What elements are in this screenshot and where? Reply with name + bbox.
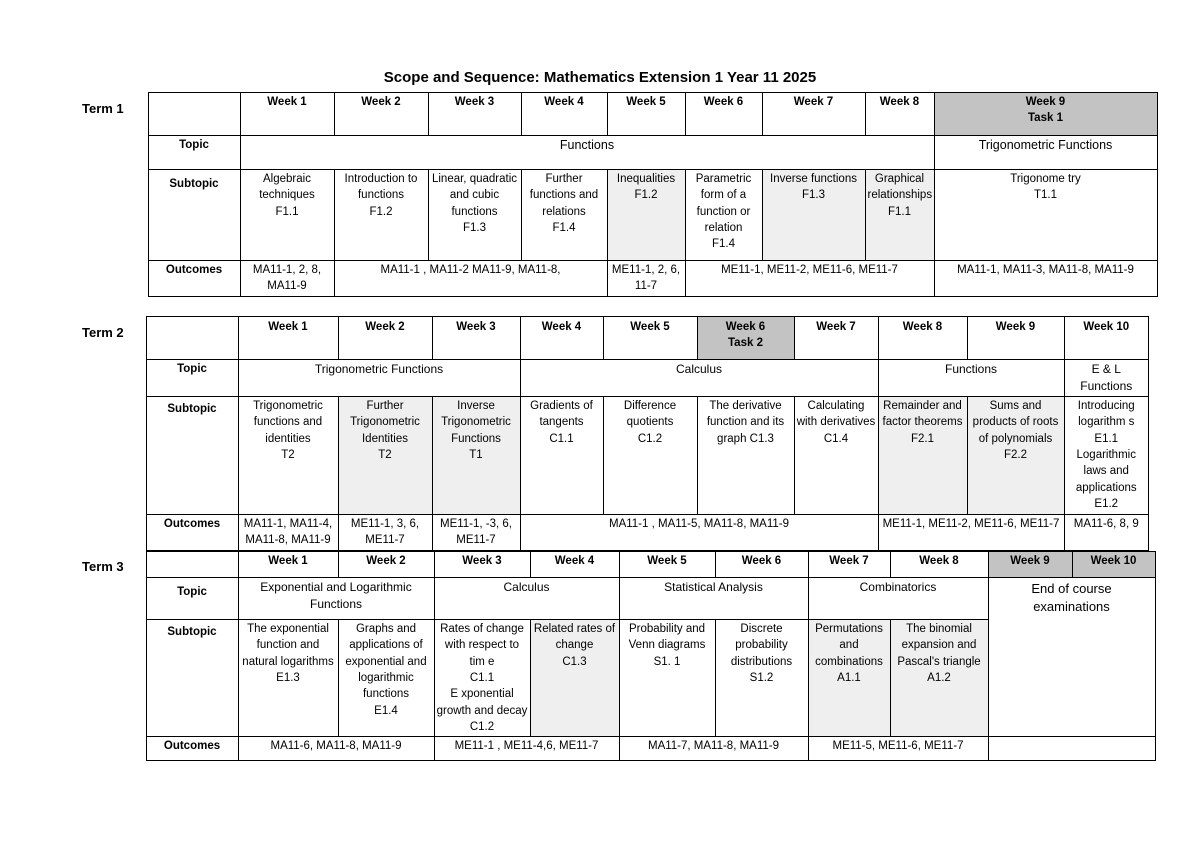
term3-label: Term 3 xyxy=(62,552,146,761)
t2-outcome-4: MA11-1 , MA11-5, MA11-8, MA11-9 xyxy=(520,515,878,551)
t2-outcome-5: ME11-1, ME11-2, ME11-6, ME11-7 xyxy=(878,515,1064,551)
t1-sub-code: F1.3 xyxy=(462,221,486,234)
t1-sub-name: Algebraic techniques xyxy=(259,173,315,202)
t3-outcome-3: MA11-7, MA11-8, MA11-9 xyxy=(619,737,808,761)
term1-label: Term 1 xyxy=(62,93,148,297)
t3-sub-name: Probability and Venn diagrams xyxy=(628,623,706,652)
t2-sub-code: T2 xyxy=(281,449,295,462)
t3-topic-stats: Statistical Analysis xyxy=(619,578,808,620)
t3-sub-extra-code: C1.2 xyxy=(469,720,495,733)
t3-week-3: Week 3 xyxy=(434,552,530,578)
t1-week-9-task xyxy=(934,93,1157,136)
t1-week-7: Week 7 xyxy=(762,93,865,136)
t1-week-9: Week 9 xyxy=(1025,96,1066,108)
t2-topic-functions: Functions xyxy=(878,360,1064,397)
t3-sub-code: C1.3 xyxy=(562,655,587,668)
t2-subtopic-7 xyxy=(794,397,878,515)
t2-week-6-task xyxy=(697,317,794,360)
t1-week-5: Week 5 xyxy=(607,93,685,136)
t3-subtopic-7 xyxy=(808,620,890,737)
t3-topic-exams: End of course examinations xyxy=(988,578,1155,737)
t2-sub-code: T1 xyxy=(469,449,483,462)
t1-week-4: Week 4 xyxy=(521,93,607,136)
t1-outcome-2: MA11-1 , MA11-2 MA11-9, MA11-8, xyxy=(334,261,607,297)
t1-sub-name: Inequalities xyxy=(616,173,676,185)
t1-sub-name: Parametric form of a function or relation xyxy=(695,173,752,234)
t3-sub-code: S1.2 xyxy=(749,671,774,684)
t3-outcome-4: ME11-5, ME11-6, ME11-7 xyxy=(808,737,988,761)
t1-topic-trig: Trigonometric Functions xyxy=(934,136,1157,170)
t2-subtopic-1 xyxy=(238,397,338,515)
t1-subtopic-7 xyxy=(762,170,865,261)
t3-week-4: Week 4 xyxy=(530,552,619,578)
t1-subtopic-2 xyxy=(334,170,428,261)
t1-sub-code: F1.4 xyxy=(711,238,735,251)
t3-sub-code: E1.3 xyxy=(276,671,300,684)
t2-week-4: Week 4 xyxy=(520,317,603,360)
term2-table xyxy=(62,316,1149,551)
t1-sub-name: Linear, quadratic and cubic functions xyxy=(431,173,518,218)
t2-outcome-1: MA11-1, MA11-4, MA11-8, MA11-9 xyxy=(238,515,338,551)
t3-week-1: Week 1 xyxy=(238,552,338,578)
t2-week-9: Week 9 xyxy=(967,317,1064,360)
t3-topic-combinatorics: Combinatorics xyxy=(808,578,988,620)
t1-outcome-1: MA11-1, 2, 8, MA11-9 xyxy=(240,261,334,297)
t2-sub-code: C1.1 xyxy=(549,432,574,445)
t3-sub-name: Rates of change with respect to tim e xyxy=(440,623,524,668)
t2-topic-calculus: Calculus xyxy=(520,360,878,397)
t2-sub-code: T2 xyxy=(378,449,392,462)
t3-sub-extra: E xponential growth and decay xyxy=(436,688,528,717)
t3-subtopic-2 xyxy=(338,620,434,737)
t2-sub-name: Sums and products of roots of polynomials xyxy=(972,400,1059,445)
t3-week-6: Week 6 xyxy=(715,552,808,578)
t1-sub-name: Trigonome try xyxy=(1010,173,1081,185)
t2-task-2: Task 2 xyxy=(728,337,763,350)
t2-week-2: Week 2 xyxy=(338,317,432,360)
t2-sub-name: Remainder and factor theorems xyxy=(882,400,963,429)
t1-outcomes-label: Outcomes xyxy=(148,261,240,297)
t2-sub-name: Trigonometric functions and identities xyxy=(253,400,323,445)
t1-subtopic-3 xyxy=(428,170,521,261)
t1-outcome-3: ME11-1, 2, 6, 11-7 xyxy=(607,261,685,297)
term2-label: Term 2 xyxy=(62,317,146,551)
t1-sub-name: Graphical relationships xyxy=(867,173,933,202)
t1-week-3: Week 3 xyxy=(428,93,521,136)
t2-sub-name: Difference quotients xyxy=(623,400,677,429)
t3-week-5: Week 5 xyxy=(619,552,715,578)
t3-week-7: Week 7 xyxy=(808,552,890,578)
t2-subtopic-9 xyxy=(967,397,1064,515)
t2-subtopic-4 xyxy=(520,397,603,515)
t2-sub-name: Gradients of tangents xyxy=(530,400,593,429)
t2-week-7: Week 7 xyxy=(794,317,878,360)
t1-sub-name: Inverse functions xyxy=(770,173,857,185)
t1-subtopic-6 xyxy=(685,170,762,261)
t3-topic-label: Topic xyxy=(146,578,238,620)
t1-sub-code: F1.3 xyxy=(801,189,825,202)
t2-sub-code: F2.2 xyxy=(1003,449,1027,462)
t2-outcome-2: ME11-1, 3, 6, ME11-7 xyxy=(338,515,432,551)
t3-subtopic-5 xyxy=(619,620,715,737)
t3-sub-name: Discrete probability distributions xyxy=(730,623,793,668)
t3-sub-code: C1.1 xyxy=(469,671,495,684)
t3-subtopic-3 xyxy=(434,620,530,737)
page-title: Scope and Sequence: Mathematics Extension 1 Year 11 2025 xyxy=(383,69,817,86)
t2-topic-el: E & L Functions xyxy=(1064,360,1149,397)
t1-sub-name: Further functions and relations xyxy=(529,173,599,218)
t1-subtopic-8 xyxy=(865,170,934,261)
t1-subtopic-5 xyxy=(607,170,685,261)
t2-sub-code: F2.1 xyxy=(910,432,934,445)
t1-week-2: Week 2 xyxy=(334,93,428,136)
t1-sub-code: F1.2 xyxy=(634,189,658,202)
corner-cell xyxy=(148,93,240,136)
term3-table xyxy=(62,551,1156,761)
t2-sub-name: Inverse Trigonometric Functions xyxy=(441,400,511,445)
t1-sub-code: F1.2 xyxy=(369,205,393,218)
t3-subtopic-6 xyxy=(715,620,808,737)
t3-sub-code: S1. 1 xyxy=(653,655,681,668)
t3-subtopic-label: Subtopic xyxy=(146,620,238,737)
t2-sub-name: The derivative function and its graph C1.3 xyxy=(706,400,785,445)
t1-week-6: Week 6 xyxy=(685,93,762,136)
t2-outcome-3: ME11-1, -3, 6, ME11-7 xyxy=(432,515,520,551)
t3-topic-el: Exponential and Logarithmic Functions xyxy=(238,578,434,620)
t2-sub-name: Further Trigonometric Identities xyxy=(350,400,420,445)
t3-week-10: Week 10 xyxy=(1072,552,1155,578)
t2-subtopic-8 xyxy=(878,397,967,515)
t3-outcomes-label: Outcomes xyxy=(146,737,238,761)
t2-sub-code: C1.4 xyxy=(823,432,849,445)
t2-subtopic-6 xyxy=(697,397,794,515)
t3-outcome-2: ME11-1 , ME11-4,6, ME11-7 xyxy=(434,737,619,761)
t1-subtopic-9 xyxy=(934,170,1157,261)
t1-subtopic-label: Subtopic xyxy=(148,170,240,261)
t1-task-1: Task 1 xyxy=(1028,112,1063,125)
t3-week-9: Week 9 xyxy=(988,552,1072,578)
t2-topic-trig: Trigonometric Functions xyxy=(238,360,520,397)
t3-sub-name: The exponential function and natural logarithms xyxy=(242,623,334,668)
t3-sub-name: Graphs and applications of exponential and logarithmic functions xyxy=(345,623,427,701)
t3-subtopic-4 xyxy=(530,620,619,737)
t2-outcomes-label: Outcomes xyxy=(146,515,238,551)
t2-sub-name: Introducing logarithm s E1.1 Logarithmic laws and applications xyxy=(1075,400,1137,494)
t3-sub-name: Permutations and combinations xyxy=(815,623,883,668)
t2-week-10: Week 10 xyxy=(1064,317,1149,360)
t1-sub-code: F1.1 xyxy=(275,205,299,218)
t2-outcome-6: MA11-6, 8, 9 xyxy=(1064,515,1149,551)
t2-topic-label: Topic xyxy=(146,360,238,397)
t3-sub-code: A1.2 xyxy=(927,671,951,684)
t1-sub-code: T1.1 xyxy=(1033,189,1057,202)
corner-cell xyxy=(146,317,238,360)
t1-topic-label: Topic xyxy=(148,136,240,170)
t3-week-2: Week 2 xyxy=(338,552,434,578)
t2-subtopic-3 xyxy=(432,397,520,515)
t3-sub-code: A1.1 xyxy=(837,671,861,684)
t1-sub-name: Introduction to functions xyxy=(344,173,418,202)
t1-subtopic-4 xyxy=(521,170,607,261)
t2-week-8: Week 8 xyxy=(878,317,967,360)
t2-week-5: Week 5 xyxy=(603,317,697,360)
t3-sub-name: Related rates of change xyxy=(533,623,616,652)
corner-cell xyxy=(146,552,238,578)
t2-subtopic-label: Subtopic xyxy=(146,397,238,515)
t2-week-6: Week 6 xyxy=(725,321,766,333)
t3-sub-name: The binomial expansion and Pascal's triangle xyxy=(897,623,981,668)
t2-sub-code: E1.2 xyxy=(1094,498,1119,511)
t3-subtopic-8 xyxy=(890,620,988,737)
t2-subtopic-5 xyxy=(603,397,697,515)
t1-outcome-4: ME11-1, ME11-2, ME11-6, ME11-7 xyxy=(685,261,934,297)
t1-subtopic-1 xyxy=(240,170,334,261)
t3-outcome-1: MA11-6, MA11-8, MA11-9 xyxy=(238,737,434,761)
t1-week-8: Week 8 xyxy=(865,93,934,136)
t2-sub-name: Calculating with derivatives xyxy=(796,400,876,429)
t3-topic-calculus: Calculus xyxy=(434,578,619,620)
term1-table xyxy=(62,92,1158,297)
t2-week-3: Week 3 xyxy=(432,317,520,360)
t1-week-1: Week 1 xyxy=(240,93,334,136)
t3-week-8: Week 8 xyxy=(890,552,988,578)
t1-sub-code: F1.4 xyxy=(552,221,576,234)
t2-week-1: Week 1 xyxy=(238,317,338,360)
t3-sub-code: E1.4 xyxy=(374,704,398,717)
t1-topic-functions: Functions xyxy=(240,136,934,170)
t3-subtopic-1 xyxy=(238,620,338,737)
t2-sub-code: C1.2 xyxy=(637,432,663,445)
t2-subtopic-2 xyxy=(338,397,432,515)
t2-subtopic-10 xyxy=(1064,397,1149,515)
t1-sub-code: F1.1 xyxy=(887,205,911,218)
t3-outcome-empty xyxy=(988,737,1155,761)
t1-outcome-5: MA11-1, MA11-3, MA11-8, MA11-9 xyxy=(934,261,1157,297)
